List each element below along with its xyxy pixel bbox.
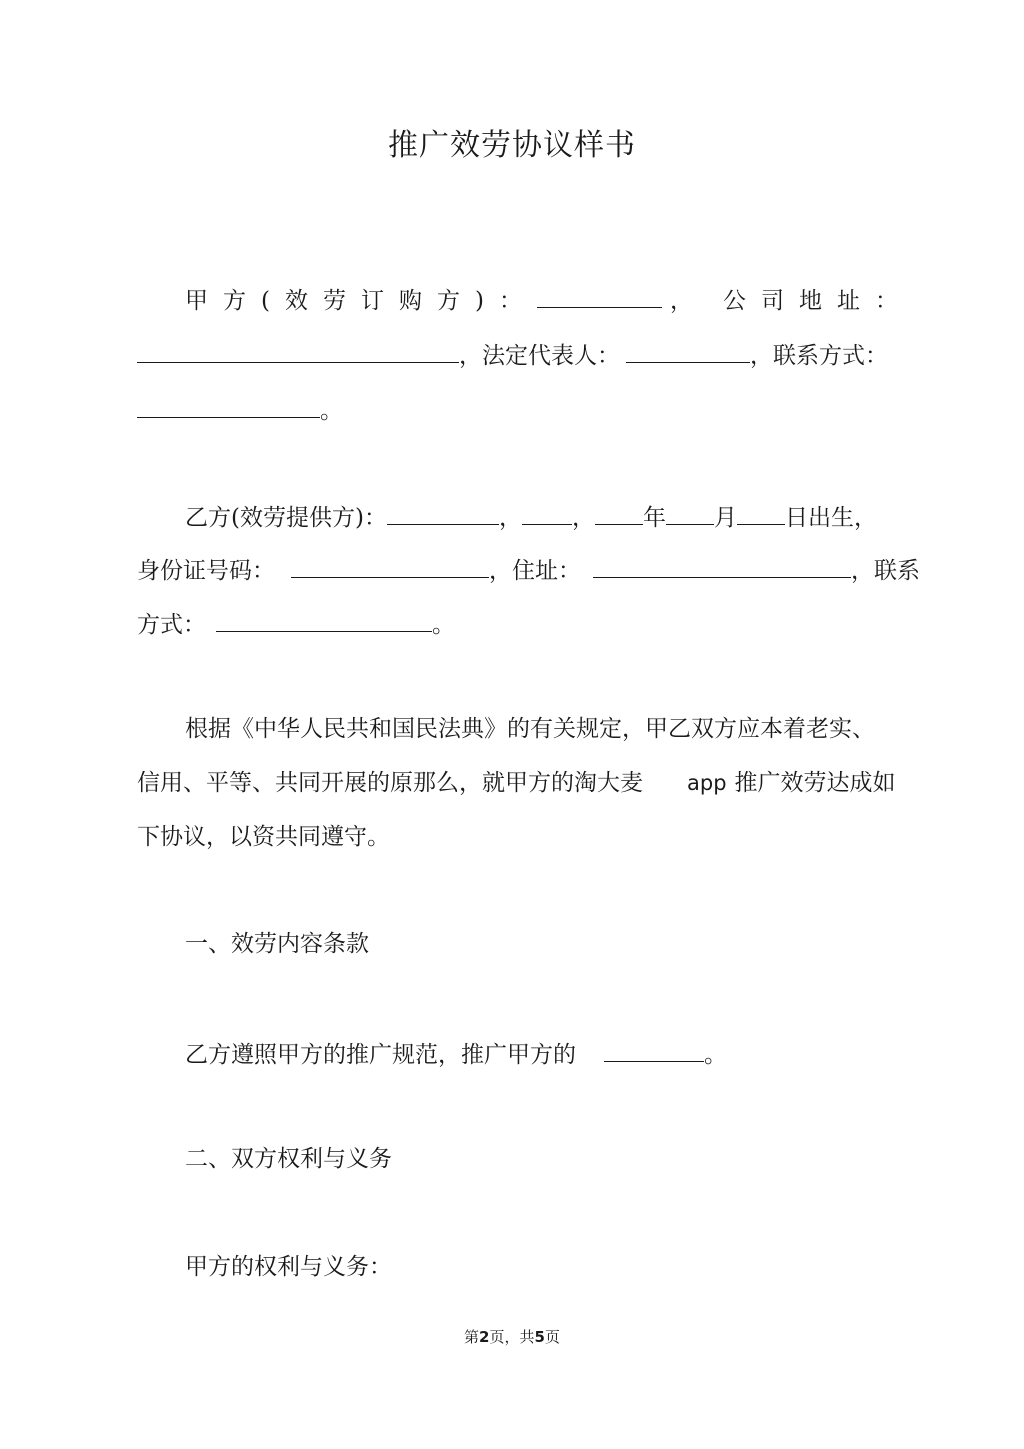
party-a-line-3: 。 xyxy=(137,393,343,423)
birth-month-blank[interactable] xyxy=(666,500,714,525)
party-a-contact-label: ，联系方式： xyxy=(750,343,888,369)
legal-rep-label: ，法定代表人： xyxy=(459,343,620,369)
id-number-blank[interactable] xyxy=(291,553,489,578)
party-b-label: 乙方(效劳提供方)： xyxy=(185,505,387,531)
party-b-line-1: 乙方(效劳提供方)： ， ， 年 月 日出生， xyxy=(185,500,877,530)
section-1-heading: 一、效劳内容条款 xyxy=(185,931,369,957)
section-2-heading: 二、双方权利与义务 xyxy=(185,1146,392,1172)
promotion-product-blank[interactable] xyxy=(604,1037,704,1062)
preamble-line-3: 下协议，以资共同遵守。 xyxy=(137,824,390,850)
preamble-line-1: 根据《中华人民共和国民法典》的有关规定，甲乙双方应本着老实、 xyxy=(185,716,875,742)
id-number-label: 身份证号码： xyxy=(137,558,275,584)
section-1-body: 乙方遵照甲方的推广规范，推广甲方的 。 xyxy=(185,1037,727,1067)
party-b-name-blank[interactable] xyxy=(387,500,499,525)
party-a-label: 甲方(效劳订购方)： xyxy=(185,288,537,314)
page-footer: 第2页，共5页 xyxy=(464,1328,560,1346)
party-b-gender-blank[interactable] xyxy=(522,500,572,525)
party-b-address-label: ，住址： xyxy=(489,558,581,584)
party-a-name-blank[interactable] xyxy=(537,283,662,308)
birth-day-blank[interactable] xyxy=(737,500,785,525)
legal-rep-blank[interactable] xyxy=(626,338,750,363)
total-page-number: 5 xyxy=(534,1328,545,1346)
party-a-address-blank[interactable] xyxy=(137,338,459,363)
section-2-subheading: 甲方的权利与义务： xyxy=(185,1254,392,1280)
party-b-contact-blank[interactable] xyxy=(216,607,432,632)
party-b-address-blank[interactable] xyxy=(593,553,851,578)
party-b-line-3: 方式： 。 xyxy=(137,607,455,637)
party-a-line-1: 甲方(效劳订购方)： ， 公司地址： xyxy=(185,283,913,313)
party-a-contact-blank[interactable] xyxy=(137,393,320,418)
party-a-address-label: 公司地址： xyxy=(722,288,913,314)
current-page-number: 2 xyxy=(479,1328,490,1346)
document-title: 推广效劳协议样书 xyxy=(388,128,636,163)
preamble-line-2: 信用、平等、共同开展的原那么，就甲方的淘大麦 app 推广效劳达成如 xyxy=(137,770,896,796)
party-b-contact-label: ，联系 xyxy=(851,558,920,584)
party-a-line-2 xyxy=(137,338,888,368)
birth-year-blank[interactable] xyxy=(595,500,643,525)
party-b-line-2 xyxy=(137,553,920,583)
